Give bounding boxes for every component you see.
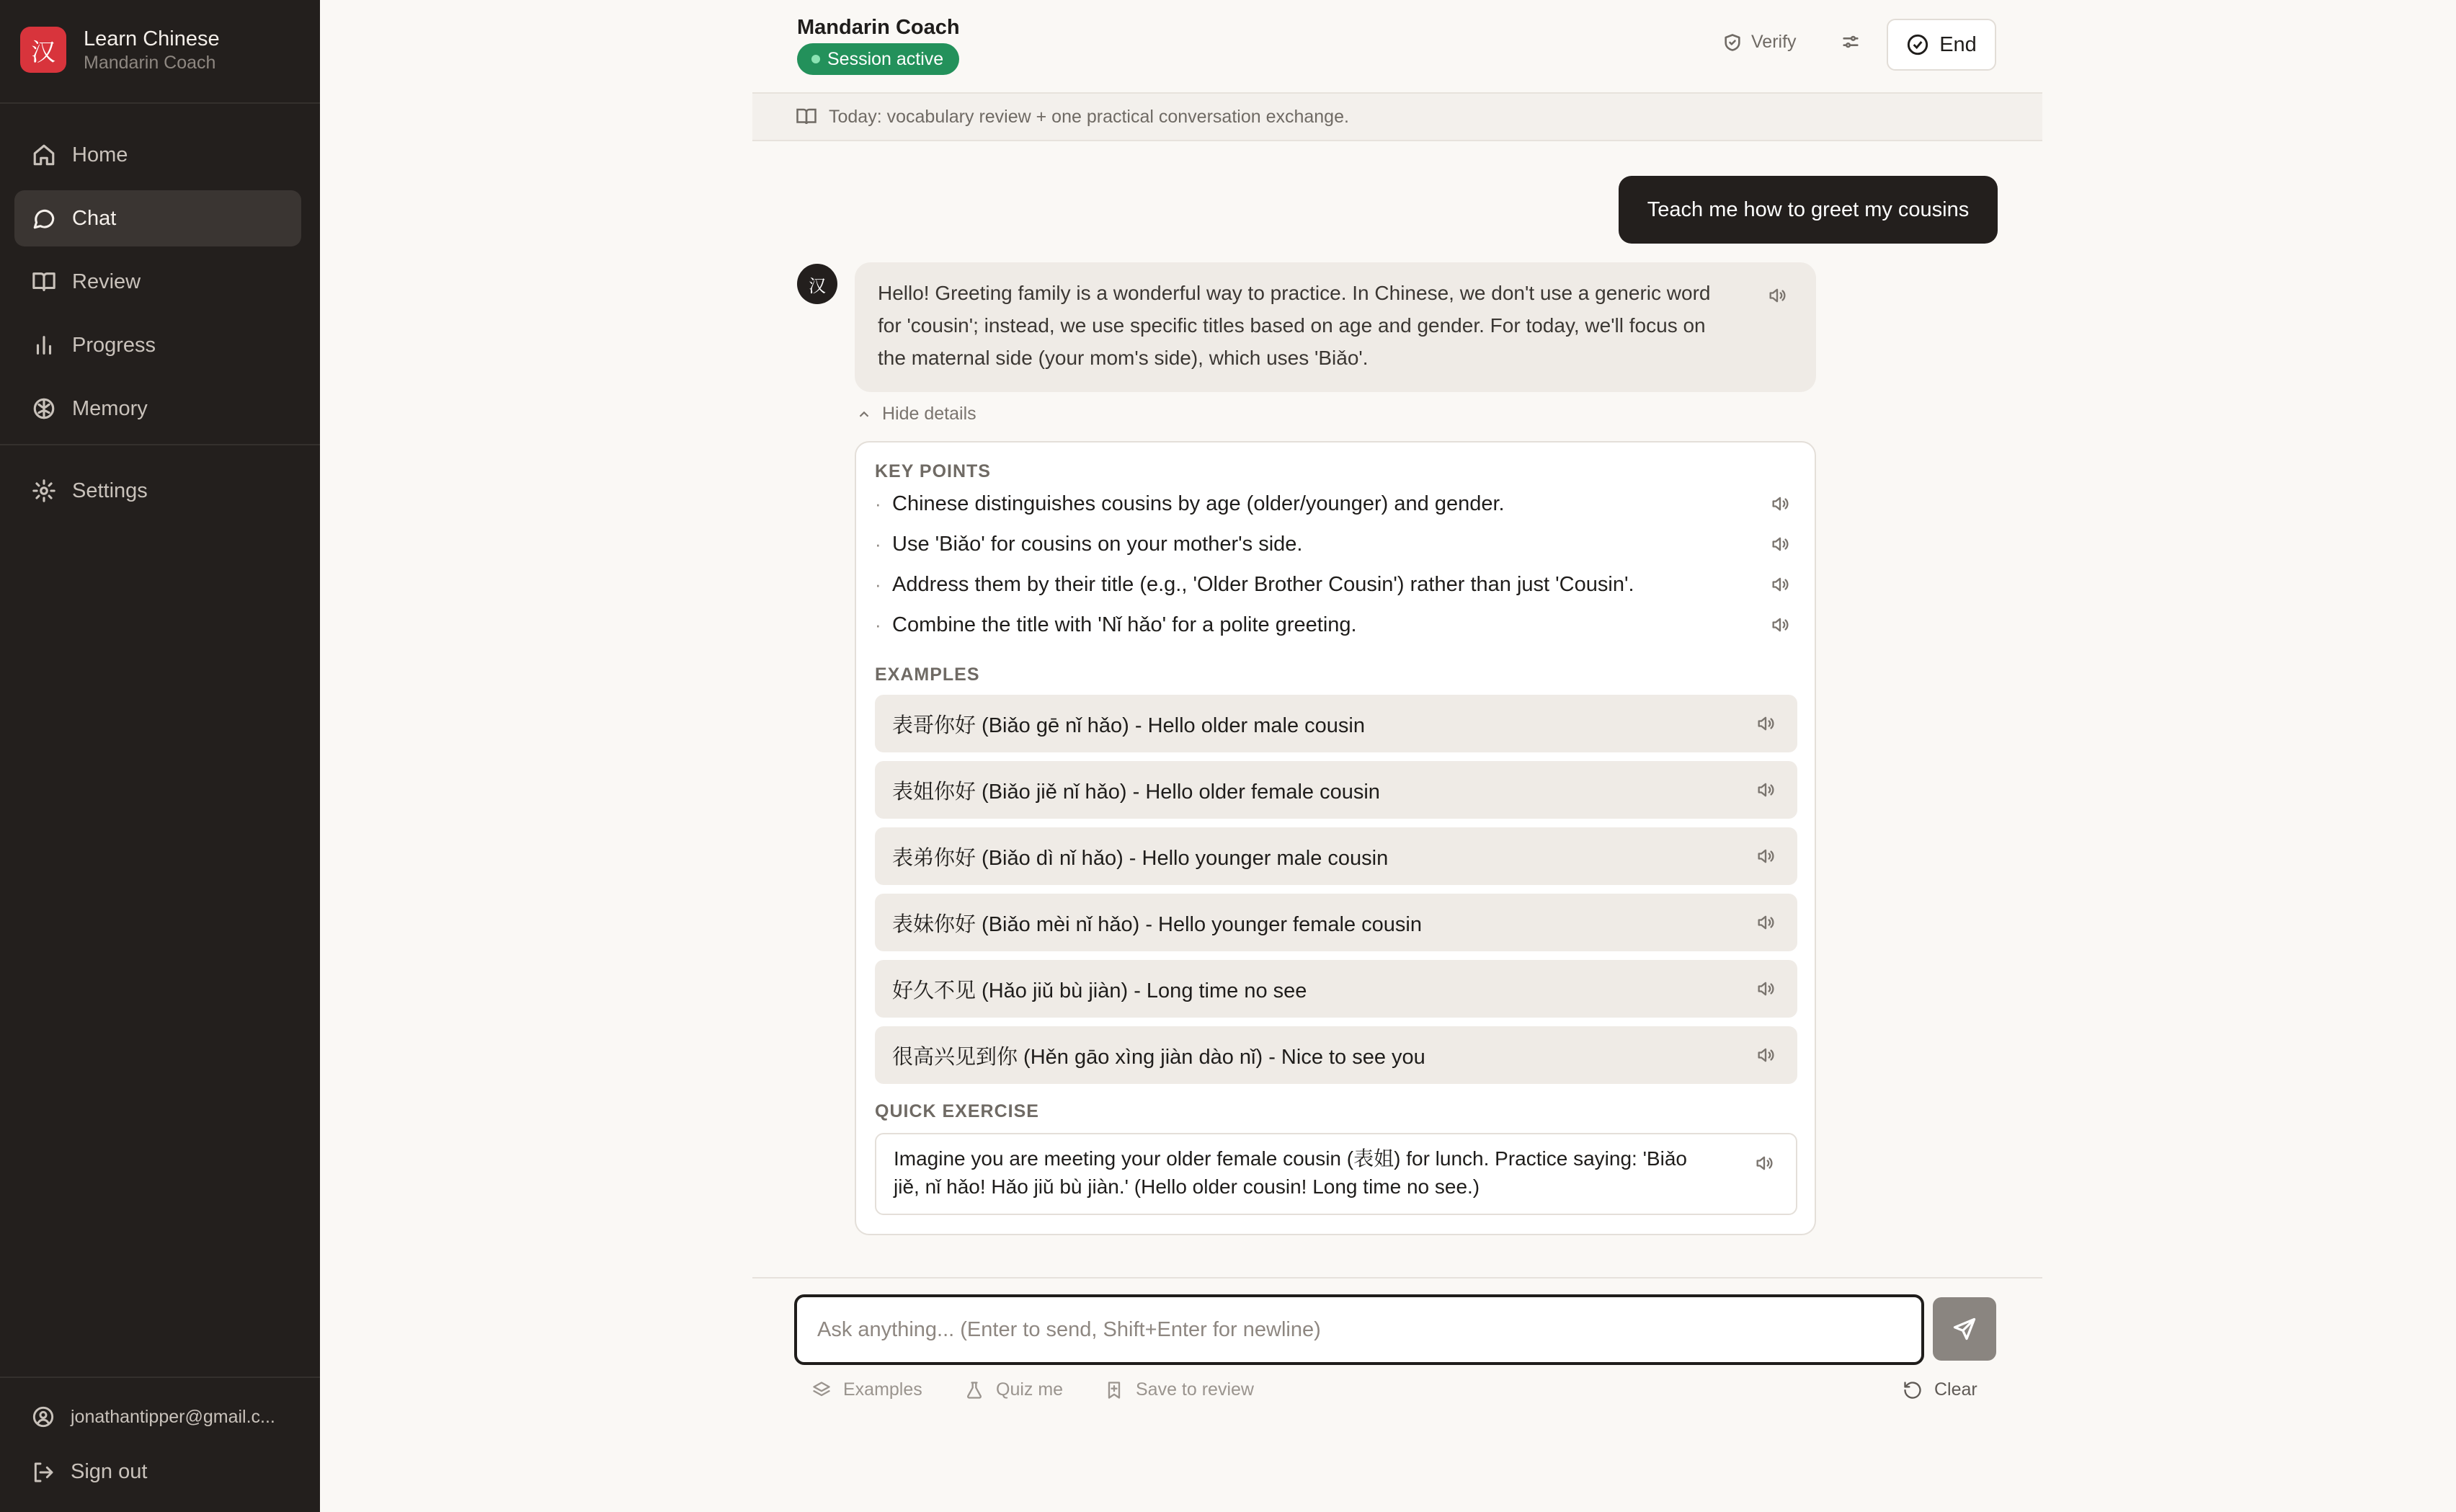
chat-icon (32, 206, 56, 231)
gear-icon (32, 479, 56, 503)
speaker-icon[interactable] (1756, 979, 1776, 999)
sidebar-item-label: Settings (72, 479, 148, 502)
flask-icon (964, 1380, 984, 1400)
examples-label: Examples (843, 1379, 922, 1400)
bullet: · (875, 492, 881, 515)
end-session-button[interactable] (1887, 19, 1996, 71)
sidebar-divider (0, 444, 320, 445)
shield-check-icon (1722, 32, 1743, 53)
sidebar-item-chat[interactable] (14, 190, 301, 246)
user-message: Teach me how to greet my cousins (1619, 176, 1998, 244)
send-icon (1952, 1316, 1977, 1342)
home-icon (32, 143, 56, 167)
speaker-icon[interactable] (1754, 1153, 1774, 1173)
speaker-icon[interactable] (1770, 615, 1790, 635)
save-to-review-button[interactable] (1104, 1379, 1254, 1400)
user-email: jonathantipper@gmail.c... (71, 1406, 275, 1427)
bullet: · (875, 573, 881, 595)
sidebar-item-label: Memory (72, 396, 148, 420)
layers-icon (811, 1380, 832, 1400)
key-point-text: Use 'Biǎo' for cousins on your mother's side. (892, 532, 1303, 556)
example-item (875, 1026, 1797, 1084)
example-item (875, 761, 1797, 819)
status-dot (811, 55, 820, 63)
brain-icon (32, 396, 56, 421)
example-text: 表妹你好 (Biǎo mèi nǐ hǎo) - Hello younger female cousin (892, 912, 1422, 936)
key-point (875, 528, 1790, 561)
sidebar-item-label: Home (72, 143, 128, 166)
session-topic: Today: vocabulary review + one practical conversation exchange. (829, 106, 1349, 127)
speaker-icon[interactable] (1756, 780, 1776, 800)
speaker-icon[interactable] (1770, 494, 1790, 514)
sidebar-item-memory[interactable] (14, 381, 301, 437)
sidebar-item-settings[interactable] (14, 463, 301, 519)
speaker-icon[interactable] (1756, 1045, 1776, 1065)
sidebar-item-review[interactable] (14, 254, 301, 310)
speaker-icon[interactable] (1767, 285, 1787, 306)
sign-out-icon (32, 1461, 55, 1484)
brand[interactable] (20, 26, 220, 74)
book-icon (32, 270, 56, 294)
book-open-icon (796, 106, 817, 128)
rotate-ccw-icon (1903, 1380, 1923, 1400)
check-circle-icon (1906, 33, 1929, 56)
example-item (875, 827, 1797, 885)
hide-details-label: Hide details (882, 404, 976, 424)
key-point-text: Address them by their title (e.g., 'Older Brother Cousin') rather than just 'Cousin'. (892, 572, 1634, 596)
brand-title: Learn Chinese (84, 27, 220, 50)
sidebar-item-home[interactable] (14, 127, 301, 183)
sidebar-divider (0, 1377, 320, 1378)
example-text: 好久不见 (Hǎo jiǔ bù jiàn) - Long time no see (892, 979, 1307, 1002)
example-text: 表哥你好 (Biǎo gē nǐ hǎo) - Hello older male cousin (892, 713, 1365, 737)
example-text: 很高兴见到你 (Hěn gāo xìng jiàn dào nǐ) - Nice to see you (892, 1045, 1425, 1069)
verify-label: Verify (1751, 32, 1797, 52)
key-point (875, 487, 1790, 520)
sidebar-divider (0, 102, 320, 104)
chevron-up-icon (856, 406, 872, 422)
settings-toggle-button[interactable] (1841, 32, 1861, 52)
speaker-icon[interactable] (1770, 534, 1790, 554)
example-item (875, 695, 1797, 752)
lesson-details-card (855, 441, 1816, 1235)
quick-exercise-text: Imagine you are meeting your older female cousin (表姐) for lunch. Practice saying: 'Biǎo jiě, nǐ hǎo! Hǎo jiǔ bù jiàn.' (Hello older cousin! Long time no see.) (894, 1147, 1687, 1198)
example-text: 表弟你好 (Biǎo dì nǐ hǎo) - Hello younger male cousin (892, 846, 1389, 870)
brand-logo: 汉 (20, 27, 66, 73)
status-badge (797, 43, 959, 75)
sign-out-button[interactable] (32, 1460, 147, 1484)
clear-label: Clear (1934, 1379, 1977, 1400)
key-point (875, 608, 1790, 641)
verify-button[interactable] (1722, 32, 1797, 53)
key-point (875, 568, 1790, 601)
sidebar-item-label: Progress (72, 333, 156, 357)
hide-details-toggle[interactable] (856, 404, 976, 424)
bookmark-plus-icon (1104, 1380, 1124, 1400)
example-item (875, 960, 1797, 1018)
sidebar (0, 0, 320, 1512)
key-points-title: KEY POINTS (875, 461, 991, 481)
session-topic-bar (752, 92, 2042, 141)
status-label: Session active (827, 48, 944, 69)
assistant-avatar: 汉 (797, 264, 837, 304)
user-circle-icon (32, 1405, 55, 1428)
quiz-me-label: Quiz me (996, 1379, 1064, 1400)
quiz-me-button[interactable] (964, 1379, 1063, 1400)
composer-divider (752, 1277, 2042, 1278)
user-account[interactable] (32, 1405, 275, 1428)
sign-out-label: Sign out (71, 1460, 148, 1483)
end-label: End (1939, 32, 1977, 56)
speaker-icon[interactable] (1756, 912, 1776, 933)
send-button[interactable] (1933, 1297, 1996, 1361)
sidebar-item-label: Review (72, 270, 141, 293)
bar-chart-icon (32, 333, 56, 357)
quick-exercise (875, 1133, 1797, 1215)
sidebar-item-label: Chat (72, 206, 117, 230)
bullet: · (875, 613, 881, 636)
example-text: 表姐你好 (Biǎo jiě nǐ hǎo) - Hello older female cousin (892, 780, 1380, 804)
chat-input[interactable] (794, 1294, 1924, 1365)
examples-button[interactable] (811, 1379, 922, 1400)
clear-button[interactable] (1903, 1379, 1977, 1400)
examples-title: EXAMPLES (875, 664, 980, 685)
save-to-review-label: Save to review (1136, 1379, 1254, 1400)
brand-subtitle: Mandarin Coach (84, 53, 216, 73)
quick-exercise-title: QUICK EXERCISE (875, 1101, 1039, 1121)
assistant-message (855, 262, 1816, 392)
page-title: Mandarin Coach (797, 16, 960, 39)
speaker-icon[interactable] (1770, 574, 1790, 595)
key-point-text: Chinese distinguishes cousins by age (older/younger) and gender. (892, 492, 1505, 515)
example-item (875, 894, 1797, 951)
bullet: · (875, 533, 881, 555)
assistant-message-text: Hello! Greeting family is a wonderful way to practice. In Chinese, we don't use a generic word for 'cousin'; instead, we use specific titles based on age and gender. For today, we'll focus on the maternal side (your mom's side), which uses 'Biǎo'. (878, 282, 1711, 369)
key-point-text: Combine the title with 'Nǐ hǎo' for a polite greeting. (892, 613, 1357, 636)
speaker-icon[interactable] (1756, 846, 1776, 866)
sliders-icon (1841, 32, 1861, 52)
speaker-icon[interactable] (1756, 713, 1776, 734)
sidebar-item-progress[interactable] (14, 317, 301, 373)
